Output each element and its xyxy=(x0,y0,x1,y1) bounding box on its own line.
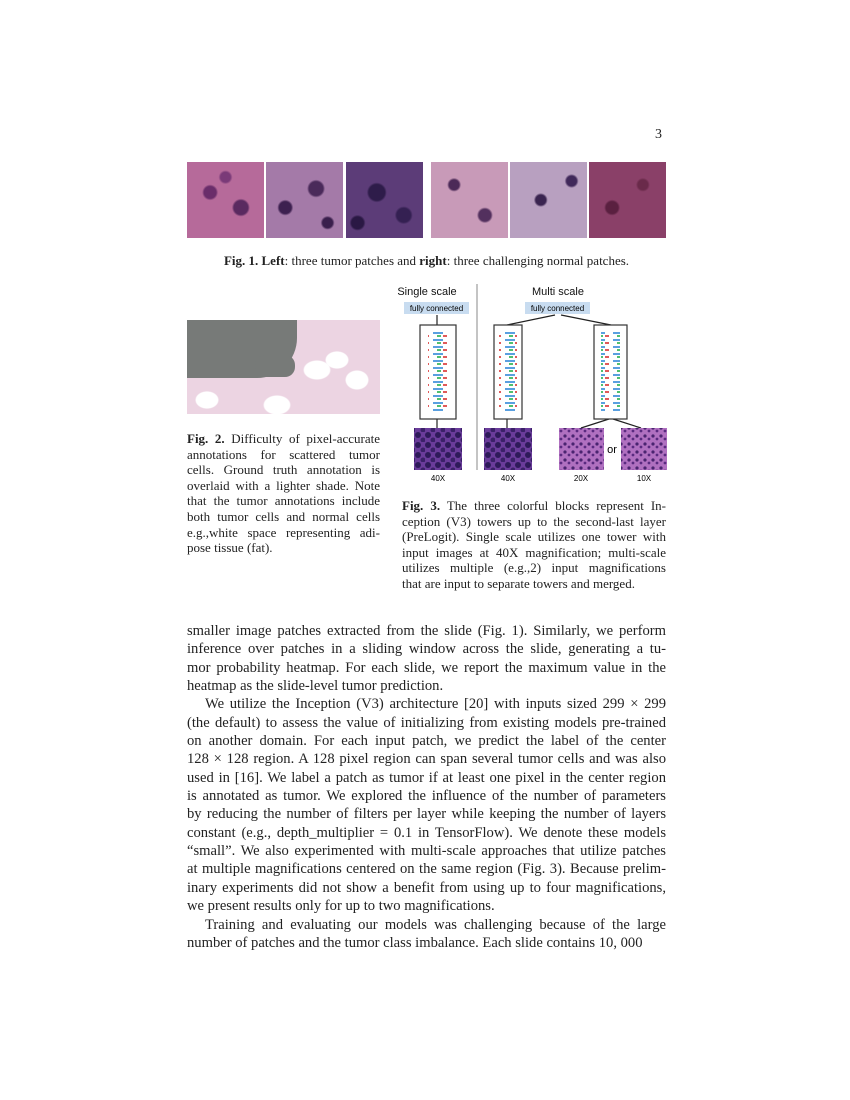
tumor-patch-image xyxy=(346,162,423,238)
caption-bold: Left xyxy=(261,253,285,268)
caption-line: annotations for scattered tumor xyxy=(187,446,380,462)
text-line: inary experiments did not show a benefit from using up to four magnifications, xyxy=(187,879,666,896)
annotation-overlay xyxy=(255,355,295,377)
figure-3-caption xyxy=(402,498,666,592)
text-line: constant (e.g., depth_multiplier = 0.1 in TensorFlow). We denote these models xyxy=(187,824,666,841)
text-line: inference over patches in a sliding window across the slide, generating a tu- xyxy=(187,641,666,658)
caption-line: The three colorful blocks represent In- xyxy=(446,498,666,513)
text-line: by reducing the number of filters per layer while keeping the number of layers xyxy=(187,806,666,823)
single-scale-title: Single scale xyxy=(397,286,457,298)
input-patch-10x xyxy=(621,428,667,470)
fc-label: fully connected xyxy=(530,304,585,313)
inception-layers xyxy=(499,332,517,412)
text-line: 128 × 128 region. A 128 pixel region can span several tumor cells and was also xyxy=(187,751,666,768)
magnification-label: 10X xyxy=(636,474,652,483)
text-line: used in [16]. We label a patch as tumor if at least one pixel in the center region xyxy=(187,769,666,786)
caption-line: e.g.,white space representing adi- xyxy=(187,524,380,540)
paragraph xyxy=(187,622,666,695)
normal-patch-image xyxy=(431,162,508,238)
magnification-label: 20X xyxy=(573,474,589,483)
caption-label: Fig. 2. xyxy=(187,431,225,446)
normal-patch-image xyxy=(510,162,587,238)
text-line: number of patches and the tumor class imbalance. Each slide contains 10, 000 xyxy=(187,934,643,951)
text-line: Training and evaluating our models was challenging because of the large xyxy=(205,916,666,933)
text-line: mor probability heatmap. For each slide, we report the maximum value in the xyxy=(187,659,666,676)
caption-line: both tumor cells and normal cells xyxy=(187,508,380,524)
figure-1-caption xyxy=(187,253,666,269)
text-line: smaller image patches extracted from the slide (Fig. 1). Similarly, we perform xyxy=(187,623,666,639)
inception-towers xyxy=(420,325,627,419)
text-line: we present results only for up to two magnifications. xyxy=(187,898,495,915)
input-patch-40x xyxy=(414,428,462,470)
caption-line: pose tissue (fat). xyxy=(187,540,273,556)
inception-layers xyxy=(428,332,448,412)
or-label: or xyxy=(607,444,617,456)
text-line: heatmap as the slide-level tumor prediction. xyxy=(187,678,444,695)
caption-line: input images at 40X magnification; multi-scale xyxy=(402,544,666,560)
figure-2-caption xyxy=(187,431,380,556)
caption-line: cells. Ground truth annotation is xyxy=(187,462,380,478)
normal-patch-image xyxy=(589,162,666,238)
text-line: is annotated as tumor. We explored the influence of the number of parameters xyxy=(187,788,666,805)
caption-label: Fig. 3. xyxy=(402,498,441,513)
caption-text: : three challenging normal patches. xyxy=(446,253,630,268)
text-line: (the default) to assess the value of initializing from existing models pre-trained xyxy=(187,714,666,731)
input-patch-40x xyxy=(484,428,532,470)
architecture-diagram xyxy=(395,282,675,487)
body-text xyxy=(187,622,666,952)
caption-label: Fig. 1. xyxy=(223,253,259,268)
caption-line: that are input to separate towers and merged. xyxy=(402,575,635,591)
multi-scale-title: Multi scale xyxy=(532,286,584,298)
page-number: 3 xyxy=(655,127,662,142)
caption-line: Difficulty of pixel-accurate xyxy=(231,431,380,446)
text-line: “small”. We also experimented with multi-scale approaches that utilize patches xyxy=(187,843,666,860)
magnification-label: 40X xyxy=(500,474,516,483)
caption-line: (PreLogit). Single scale utilizes one tower with xyxy=(402,529,666,545)
caption-text: : three tumor patches and xyxy=(284,253,420,268)
fc-label: fully connected xyxy=(409,304,464,313)
caption-line: that the tumor annotations include xyxy=(187,493,380,509)
paragraph xyxy=(187,695,666,915)
caption-line: overlaid with a lighter shade. Note xyxy=(187,477,380,493)
caption-line: utilizes multiple (e.g.,2) input magnifications xyxy=(402,560,666,576)
inception-layers xyxy=(601,332,620,412)
text-line: We utilize the Inception (V3) architecture [20] with inputs sized 299 × 299 xyxy=(205,696,666,713)
tumor-patch-image xyxy=(187,162,264,238)
caption-bold: right xyxy=(419,253,447,268)
tumor-patch-image xyxy=(266,162,343,238)
input-patch-20x xyxy=(559,428,604,470)
caption-line: ception (V3) towers up to the second-last layer xyxy=(402,513,666,529)
text-line: on another domain. For each input patch, we predict the label of the center xyxy=(187,733,666,750)
paragraph xyxy=(187,916,666,953)
magnification-label: 40X xyxy=(430,474,446,483)
text-line: at multiple magnifications centered on the same region (Fig. 3). Because prelim- xyxy=(187,861,666,878)
